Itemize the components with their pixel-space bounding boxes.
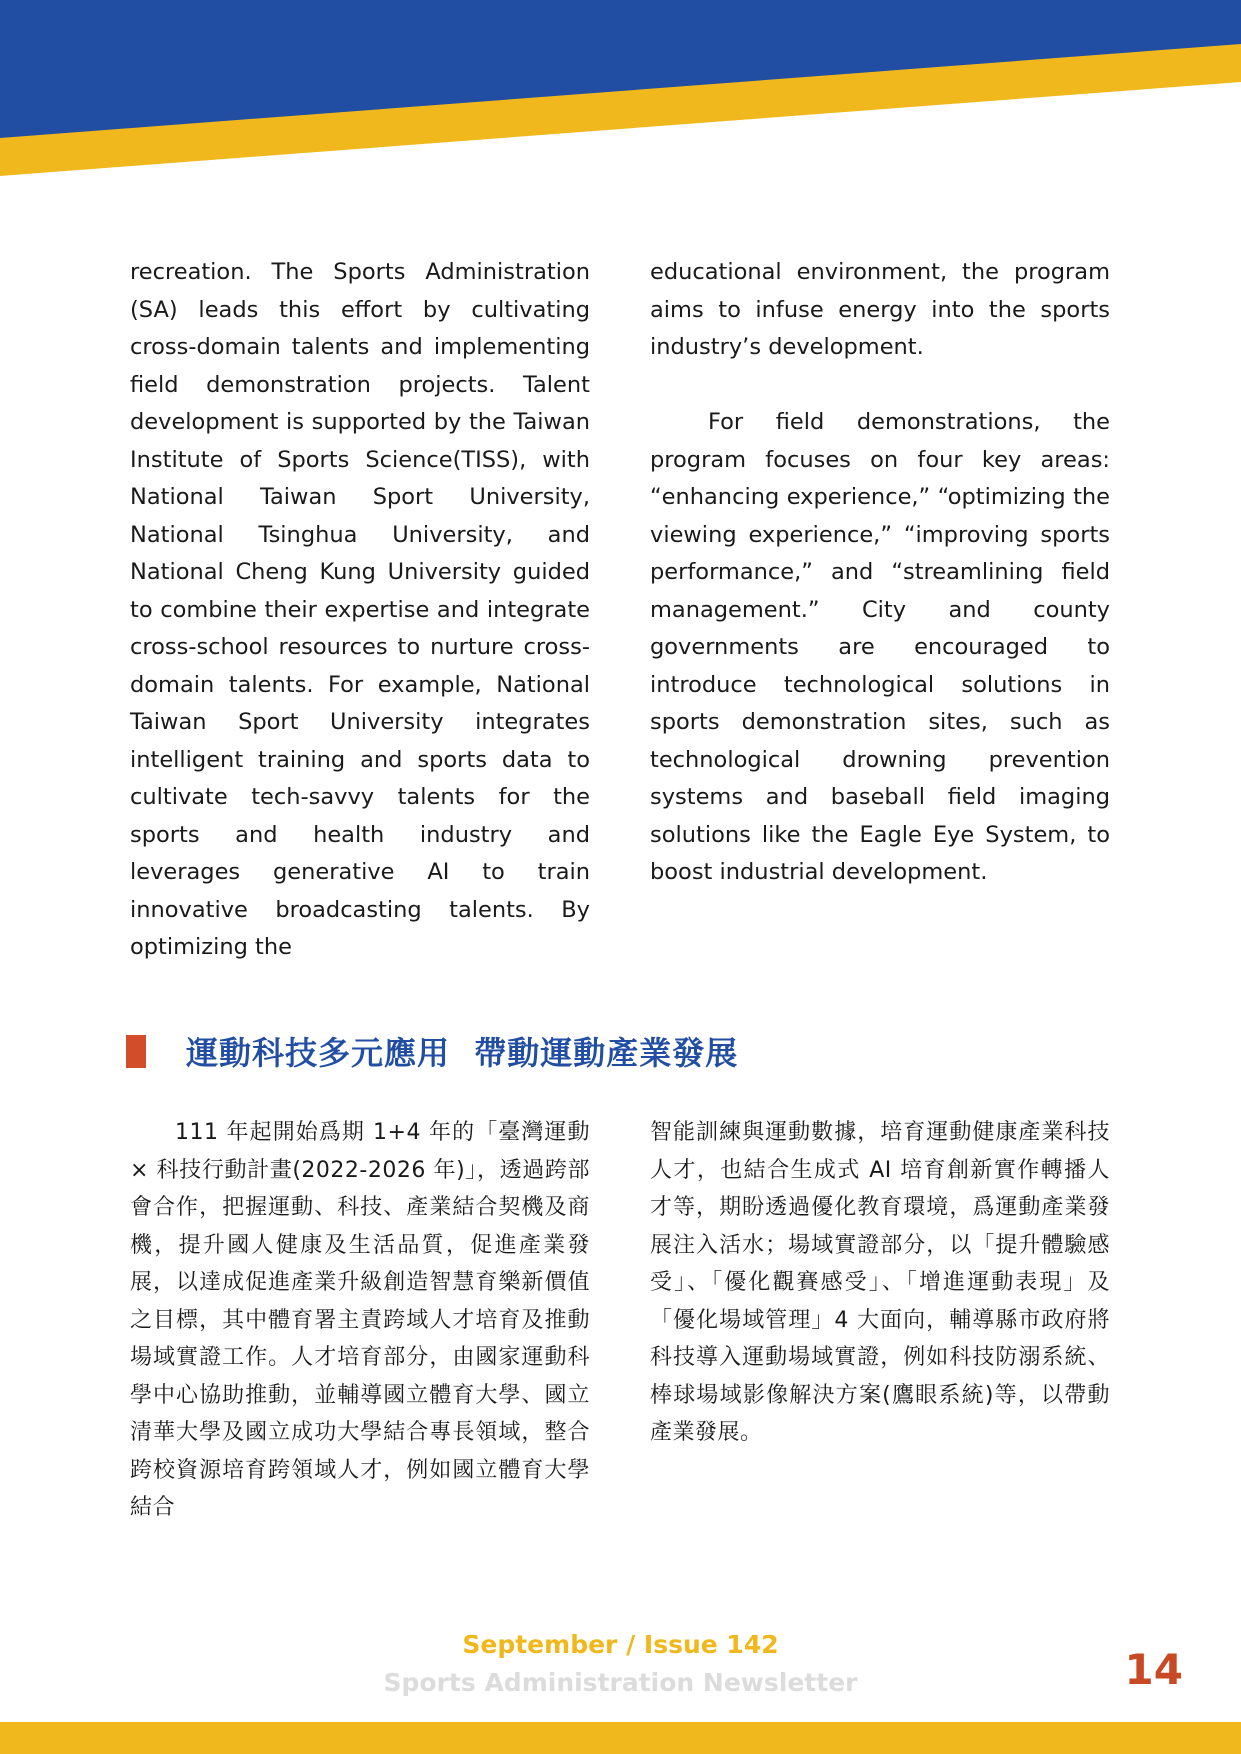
chinese-right-column: [650, 1114, 1110, 1452]
header-decoration: [0, 0, 1241, 180]
english-right-column: [650, 254, 1110, 892]
chinese-paragraph: 智能訓練與運動數據，培育運動健康產業科技人才，也結合生成式 AI 培育創新實作轉播人才等，期盼透過優化教育環境，爲運動產業發展注入活水；場域實證部分，以「提升體驗感受」、「優化觀賽感受」、「增進運動表現」及「優化場域管理」4 大面向，輔導縣市政府將科技導入運動場域實證，例如科技防溺系統、棒球場域影像解決方案(鷹眼系統)等，以帶動產業發展。: [650, 1120, 1110, 1445]
section-heading: [126, 1028, 738, 1074]
newsletter-title: Sports Administration Newsletter: [383, 1668, 858, 1697]
chinese-paragraph: 111 年起開始爲期 1+4 年的「臺灣運動 × 科技行動計畫(2022-2026 年)」，透過跨部會合作，把握運動、科技、產業結合契機及商機，提升國人健康及生活品質，促進產業發展，以達成促進產業升級創造智慧育樂新價值之目標，其中體育署主責跨域人才培育及推動場域實證工作。人才培育部分，由國家運動科學中心協助推動，並輔導國立體育大學、國立清華大學及國立成功大學結合專長領域，整合跨校資源培育跨領域人才，例如國立體育大學結合: [130, 1120, 590, 1520]
footer-bar: [0, 1722, 1241, 1754]
page-number: 14: [1124, 1645, 1183, 1694]
heading-marker: [126, 1035, 146, 1068]
english-paragraph: educational environment, the program aims to infuse energy into the sports industry’s development.: [650, 259, 1110, 360]
chinese-left-column: [130, 1114, 590, 1527]
english-left-column: [130, 254, 590, 967]
english-paragraph: recreation. The Sports Administration (SA) leads this effort by cultivating cross-domain talents and implementing field demonstration projects. Talent development is supported by the Taiwan Institute of Sports Science(TISS), with National Taiwan Sport University, National Tsinghua University, and National Cheng Kung University guided to combine their expertise and integrate cross-school resources to nurture cross-domain talents. For example, National Taiwan Sport University integrates intelligent training and sports data to cultivate tech-savvy talents for the sports and health industry and leverages generative AI to train innovative broadcasting talents. By optimizing the: [130, 259, 590, 960]
section-title: 運動科技多元應用 帶動運動產業發展: [186, 1034, 739, 1072]
issue-label: September / Issue 142: [462, 1630, 779, 1659]
english-paragraph: For field demonstrations, the program focuses on four key areas: “enhancing experience,” “optimizing the viewing experience,” “improving sports performance,” and “streamlining field management.” City and county governments are encouraged to introduce technological solutions in sports demonstration sites, such as technological drowning prevention systems and baseball field imaging solutions like the Eagle Eye System, to boost industrial development.: [650, 409, 1110, 885]
